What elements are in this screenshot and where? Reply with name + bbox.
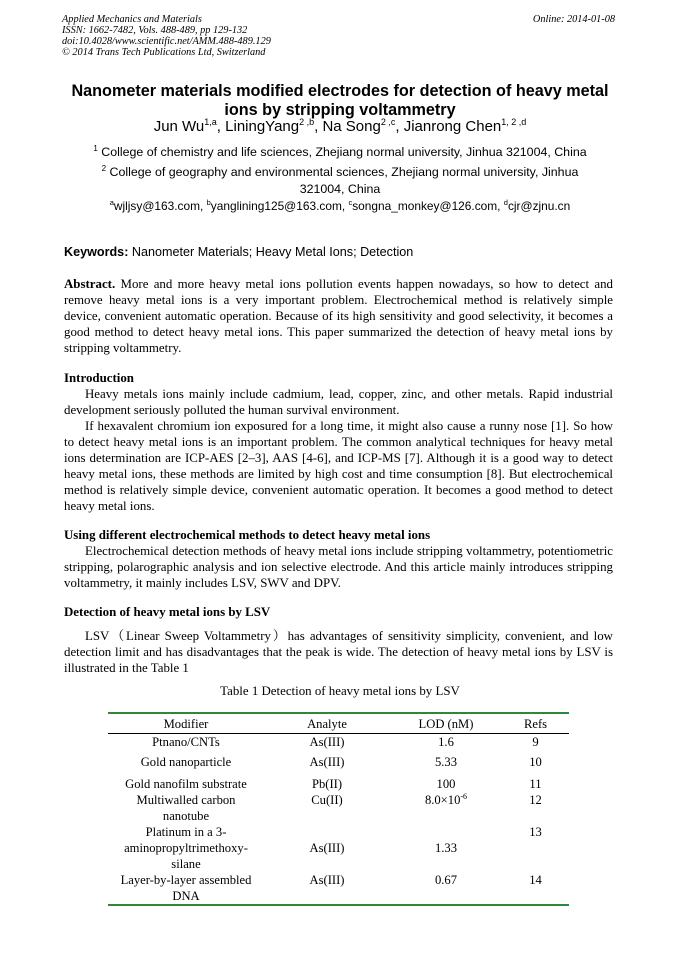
email-sup: c: [348, 198, 353, 208]
paper-title: Nanometer materials modified electrodes for detection of heavy metal ions by stripping voltammetry: [71, 82, 609, 119]
author-sep: ,: [314, 118, 323, 135]
email-sep: ,: [497, 199, 504, 213]
lsv-paragraph: LSV（Linear Sweep Voltammetry）has advantages of sensitivity simplicity, convenient, and low detection limit and has disadvantages that the peak is wide. The detection of heavy metal ions by LSV is illustrated in the Table 1: [64, 629, 613, 675]
lsv-table: [108, 712, 569, 906]
doi-line: doi:10.4028/www.scientific.net/AMM.488-489.129: [62, 36, 271, 47]
refs-cell: 10: [529, 754, 542, 769]
email-address[interactable]: songna_monkey@126.com: [352, 199, 498, 213]
affiliation-num: 1: [93, 143, 98, 153]
author-sup: 2 ,b: [299, 117, 315, 127]
journal-header: [62, 14, 271, 58]
table-row: [108, 792, 569, 824]
refs-cell: 14: [529, 872, 542, 887]
affiliation-2: [82, 164, 598, 198]
lod-cell: 1.6: [438, 735, 454, 749]
lod-cell: 1.33: [434, 840, 458, 855]
section-heading-lsv: Detection of heavy metal ions by LSV: [64, 605, 271, 619]
copyright-line: © 2014 Trans Tech Publications Ltd, Switzerland: [62, 47, 266, 58]
keywords-label: Keywords:: [64, 245, 129, 259]
email-address[interactable]: wjljsy@163.com: [113, 199, 201, 213]
analyte-cell: As(III): [309, 840, 345, 855]
abstract-label: Abstract.: [64, 277, 116, 291]
refs-cell: 11: [529, 776, 542, 791]
modifier-cell: Gold nanoparticle: [140, 754, 232, 769]
author-name: Jun Wu: [153, 118, 205, 135]
intro-paragraph-1: Heavy metals ions mainly include cadmium, lead, copper, zinc, and other metals. Rapid industrial development seriously polluted the human survival environment.: [64, 387, 613, 417]
affiliation-text: College of geography and environmental sciences, Zhejiang normal university, Jinhua 321004, China: [109, 165, 579, 196]
email-sup: a: [109, 198, 114, 208]
table-header-row: [108, 714, 569, 734]
table-row: [108, 824, 569, 872]
modifier-cell: Multiwalled carbon nanotube: [136, 792, 236, 823]
table-row: [108, 754, 569, 776]
analyte-cell: As(III): [309, 735, 345, 749]
lod-mantissa: 8.0×10: [424, 792, 461, 807]
analyte-cell: Cu(II): [311, 792, 343, 807]
email-sep: ,: [341, 199, 349, 213]
refs-cell: 12: [529, 792, 542, 807]
email-sup: b: [206, 198, 211, 208]
table-caption: Table 1 Detection of heavy metal ions by LSV: [220, 684, 460, 698]
column-header: Analyte: [264, 714, 390, 734]
section-heading-introduction: Introduction: [64, 371, 134, 385]
column-header: LOD (nM): [390, 714, 502, 734]
email-address[interactable]: yanglining125@163.com: [210, 199, 342, 213]
issn-line: ISSN: 1662-7482, Vols. 488-489, pp 129-132: [62, 25, 248, 36]
author-sup: 1,a: [204, 117, 217, 127]
column-header: Refs: [502, 714, 569, 734]
refs-cell: 9: [532, 735, 539, 749]
section-heading-methods: Using different electrochemical methods to detect heavy metal ions: [64, 528, 431, 542]
modifier-cell: Gold nanofilm substrate: [125, 776, 247, 791]
email-sup: d: [503, 198, 508, 208]
methods-paragraph: Electrochemical detection methods of heavy metal ions include stripping voltammetry, potentiometric stripping, polarographic analysis and ion selective electrode. And this article mainly introduces stripping voltammetry, it mainly includes LSV, SWV and DPV.: [64, 544, 613, 590]
lod-cell: 5.33: [434, 754, 458, 769]
author-sep: ,: [395, 118, 404, 135]
analyte-cell: As(III): [309, 872, 345, 887]
author-name: Na Song: [322, 118, 381, 135]
analyte-cell: Pb(II): [311, 776, 343, 791]
author-sep: ,: [216, 118, 226, 135]
keywords-text: Nanometer Materials; Heavy Metal Ions; Detection: [131, 245, 414, 259]
lod-cell: [390, 792, 502, 824]
refs-cell: 13: [529, 824, 542, 839]
modifier-cell: Platinum in a 3-aminopropyltrimethoxy-silane: [124, 824, 248, 871]
author-sup: 2 ,c: [380, 117, 396, 127]
affiliation-text: College of chemistry and life sciences, Zhejiang normal university, Jinhua 321004, China: [101, 145, 587, 159]
lod-cell: 0.67: [434, 872, 458, 887]
email-address[interactable]: cjr@zjnu.cn: [507, 199, 571, 213]
lod-cell: 100: [436, 776, 456, 791]
author-list: [64, 118, 616, 136]
email-list: [64, 199, 616, 214]
table-row: [108, 872, 569, 904]
author-sup: 1, 2 ,d: [501, 117, 527, 127]
intro-paragraph-2: If hexavalent chromium ion exposured for a long time, it might also cause a runny nose [1]. So how to detect heavy metal ions is an important problem. The common analytical techniques for heavy metal ions determination are ICP-AES [2–3], AAS [4-6], and ICP-MS [7]. Although it is a good way to detect heavy metal ions, these methods are limited by high cost and time consumption [8]. But electrochemical method is relatively simple device, convenient automatic operation. It becomes a good method to detect heavy metal ions.: [64, 419, 613, 513]
lod-exponent: -6: [460, 791, 468, 801]
analyte-cell: As(III): [309, 754, 345, 769]
email-sep: ,: [200, 199, 207, 213]
abstract-text: More and more heavy metal ions pollution events happen nowadays, so how to detect and remove heavy metal ions is a very important problem. Electrochemical method is relatively simple device, convenient automatic operation. Because of its high sensitivity and good selectivity, it becomes a good method to detect heavy metal ions. This paper summarized the detection of heavy metal ions by stripping voltammetry.: [64, 277, 613, 355]
modifier-cell: Layer-by-layer assembled DNA: [120, 872, 252, 903]
column-header: Modifier: [108, 714, 264, 734]
affiliation-num: 2: [101, 163, 107, 173]
author-name: Jianrong Chen: [403, 118, 502, 135]
keywords: [64, 244, 616, 260]
online-date: Online: 2014-01-08: [532, 14, 615, 25]
journal-name: Applied Mechanics and Materials: [62, 14, 202, 25]
table-row: [108, 776, 569, 792]
modifier-cell: Ptnano/CNTs: [152, 735, 220, 749]
table-row: [108, 734, 569, 754]
affiliation-1: [82, 144, 598, 161]
abstract: [64, 276, 613, 356]
author-name: LiningYang: [225, 118, 300, 135]
